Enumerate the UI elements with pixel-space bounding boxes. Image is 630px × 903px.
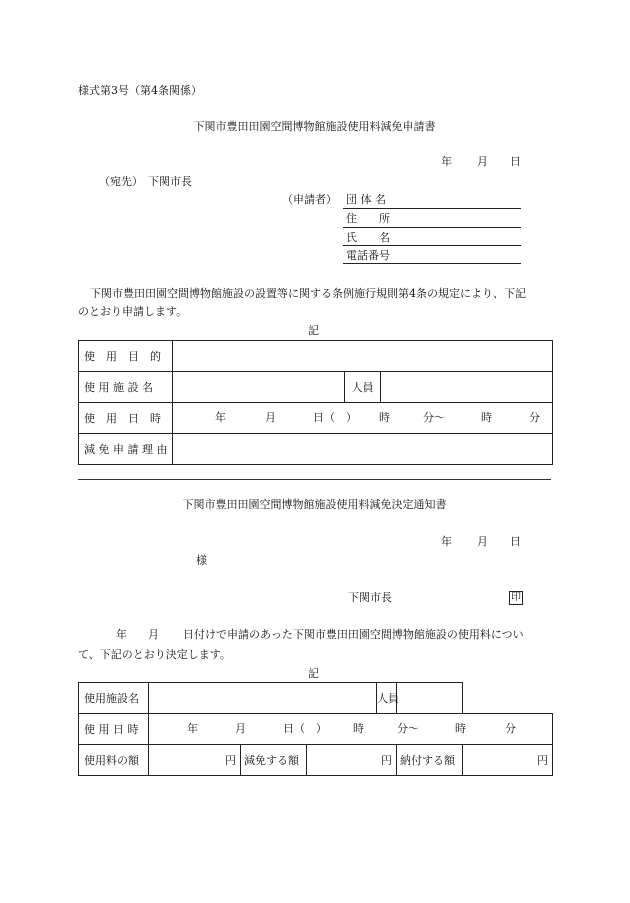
- exempt-yen: 円: [381, 754, 393, 767]
- app-date-day: 日: [510, 155, 521, 168]
- ddt-year: 年: [187, 722, 198, 735]
- dec-date-year: 年: [441, 535, 452, 548]
- table-row: [79, 683, 553, 714]
- dt-day: 日（ ）: [313, 411, 357, 424]
- dec-people-value[interactable]: [397, 683, 463, 714]
- dec-datetime-label: 使 用 日 時: [79, 714, 149, 745]
- addressee-prefix: （宛先）: [99, 175, 143, 188]
- table-row: [79, 341, 553, 372]
- fee-label: 使用料の額: [79, 745, 149, 776]
- applicant-org-line: [343, 208, 521, 209]
- applicant-field-address: 住 所: [346, 212, 390, 225]
- decision-table: [78, 682, 553, 776]
- dec-date-month: 月: [477, 535, 488, 548]
- ddt-min1: 分～: [397, 722, 419, 735]
- dec-people-label: 人員: [377, 683, 397, 714]
- ddt-month: 月: [235, 722, 246, 735]
- dt-min1: 分～: [423, 411, 445, 424]
- datetime-label: 使 用 日 時: [79, 403, 173, 434]
- facility-label: 使 用 施 設 名: [79, 372, 173, 403]
- exempt-label: 減免する額: [241, 745, 307, 776]
- applicant-name-line: [343, 245, 521, 246]
- table-row: [79, 745, 553, 776]
- table-row: [79, 403, 553, 434]
- application-table: [78, 340, 553, 465]
- seal-mark: 印: [511, 592, 521, 603]
- reason-label: 減 免 申 請 理 由: [79, 434, 173, 465]
- dec-issuer: 下関市長: [348, 591, 392, 604]
- section-divider: [78, 479, 551, 480]
- applicant-field-name: 氏 名: [346, 231, 390, 244]
- app-body-line1: 下関市豊田田園空間博物館施設の設置等に関する条例施行規則第4条の規定により、下記: [90, 287, 526, 300]
- dec-body-year: 年: [116, 628, 127, 641]
- ddt-min2: 分: [505, 722, 516, 735]
- dt-hour2: 時: [481, 411, 492, 424]
- decision-title: 下関市豊田田園空間博物館施設使用料減免決定通知書: [182, 498, 447, 511]
- dec-datetime-value[interactable]: [149, 714, 553, 745]
- exempt-value[interactable]: [307, 745, 397, 776]
- dec-ki: 記: [308, 667, 319, 680]
- purpose-value[interactable]: [173, 341, 553, 372]
- app-body-line2: のとおり申請します。: [78, 305, 188, 318]
- app-date-month: 月: [477, 155, 488, 168]
- dec-facility-label: 使用施設名: [79, 683, 149, 714]
- ddt-day: 日（ ）: [283, 722, 327, 735]
- people-label: 人員: [345, 372, 381, 403]
- app-ki: 記: [308, 324, 319, 337]
- dec-facility-value[interactable]: [149, 683, 377, 714]
- table-row: [79, 434, 553, 465]
- pay-value[interactable]: [463, 745, 553, 776]
- applicant-field-org: 団 体 名: [346, 193, 386, 206]
- table-row: [79, 372, 553, 403]
- facility-value[interactable]: [173, 372, 345, 403]
- ddt-hour1: 時: [353, 722, 364, 735]
- application-title: 下関市豊田田園空間博物館施設使用料減免申請書: [193, 120, 436, 133]
- applicant-phone-line: [343, 263, 521, 264]
- ddt-hour2: 時: [455, 722, 466, 735]
- reason-value[interactable]: [173, 434, 553, 465]
- applicant-label: （申請者）: [282, 193, 337, 206]
- pay-yen: 円: [537, 754, 549, 767]
- dt-year: 年: [215, 411, 226, 424]
- dt-min2: 分: [529, 411, 540, 424]
- dec-sama: 様: [196, 554, 207, 567]
- dec-body-line2: て、下記のとおり決定します。: [78, 648, 231, 661]
- applicant-address-line: [343, 227, 521, 228]
- dec-body-month: 月: [148, 628, 159, 641]
- pay-label: 納付する額: [397, 745, 463, 776]
- table-row: [79, 714, 553, 745]
- dec-body-line1: 日付けで申請のあった下関市豊田田園空間博物館施設の使用料につい: [183, 628, 524, 641]
- dec-date-day: 日: [510, 535, 521, 548]
- form-number: 様式第3号（第4条関係）: [78, 84, 202, 97]
- purpose-label: 使 用 目 的: [79, 341, 173, 372]
- fee-yen: 円: [225, 754, 236, 767]
- dt-month: 月: [265, 411, 276, 424]
- addressee-name: 下関市長: [148, 175, 192, 188]
- dt-hour1: 時: [379, 411, 390, 424]
- datetime-value[interactable]: [173, 403, 553, 434]
- app-date-year: 年: [441, 155, 452, 168]
- people-value[interactable]: [381, 372, 553, 403]
- applicant-field-phone: 電話番号: [346, 249, 390, 262]
- fee-value[interactable]: [149, 745, 241, 776]
